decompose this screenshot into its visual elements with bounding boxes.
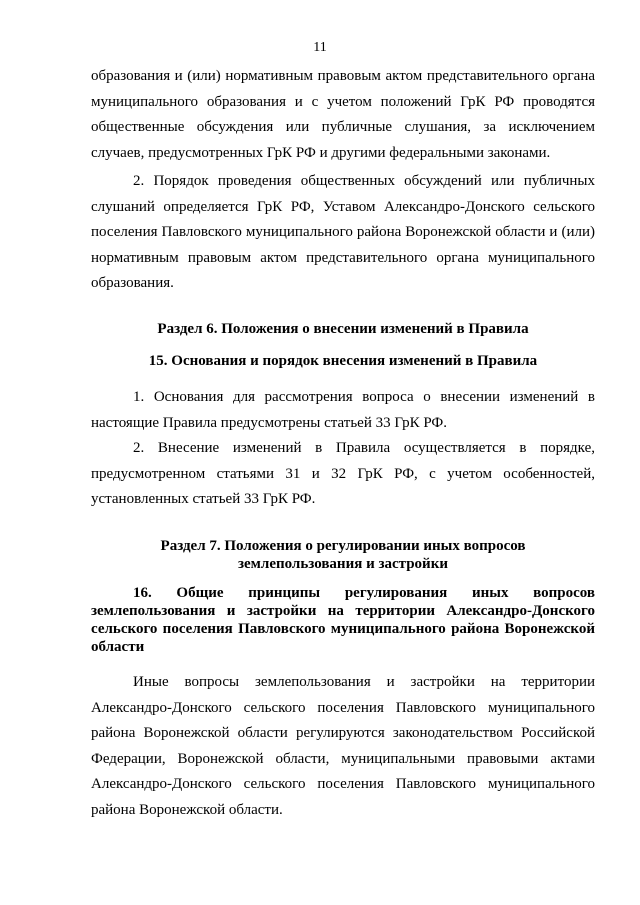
section-title: Раздел 6. Положения о внесении изменений в Правила bbox=[157, 321, 529, 337]
list-item: 2. Внесение изменений в Правила осуществляется в порядке, предусмотренном статьями 31 и 32 ГрК РФ, с учетом особенностей, установленных статьей 33 ГрК РФ. bbox=[91, 440, 595, 507]
paragraph-continuation bbox=[91, 64, 595, 166]
section-6-heading bbox=[91, 320, 595, 338]
article-15-list bbox=[91, 385, 595, 513]
article-title: 16. Общие принципы регулирования иных вопросов землепользования и застройки на территории Александро-Донского сельского поселения Павловского муниципального района Воронежской области bbox=[91, 585, 595, 655]
section-title-line-2: землепользования и застройки bbox=[238, 556, 448, 572]
section-7-heading bbox=[91, 537, 595, 573]
paragraph-text: образования и (или) нормативным правовым актом представительного органа муниципального образования и с учетом положений ГрК РФ проводятся общественные обсуждения или публичные слушания, за исключением случаев, предусмотренных ГрК РФ и другими федеральными законами. bbox=[91, 68, 595, 161]
paragraph-text: Иные вопросы землепользования и застройки на территории Александро-Донского сельского поселения Павловского муниципального района Воронежской области регулируются законодательством Российской Федерации, Воронежской области, муниципальными правовыми актами Александро-Донского сельского поселения Павловского муниципального района Воронежской области. bbox=[91, 674, 595, 818]
article-title: 15. Основания и порядок внесения изменений в Правила bbox=[148, 353, 538, 369]
article-16-heading bbox=[91, 584, 595, 656]
paragraph-text: 2. Порядок проведения общественных обсуждений или публичных слушаний определяется ГрК РФ, Уставом Александро-Донского сельского поселения Павловского муниципального района Воронежской области и (или) нормативным правовым актом представительного органа муниципального образования. bbox=[91, 173, 595, 291]
list-item: 1. Основания для рассмотрения вопроса о внесении изменений в настоящие Правила предусмотрены статьей 33 ГрК РФ. bbox=[91, 389, 595, 431]
article-15-heading bbox=[91, 352, 595, 370]
paragraph-2 bbox=[91, 169, 595, 297]
page-number: 11 bbox=[313, 40, 327, 55]
section-title-line-1: Раздел 7. Положения о регулировании иных вопросов bbox=[160, 538, 526, 554]
article-16-body bbox=[91, 670, 595, 823]
